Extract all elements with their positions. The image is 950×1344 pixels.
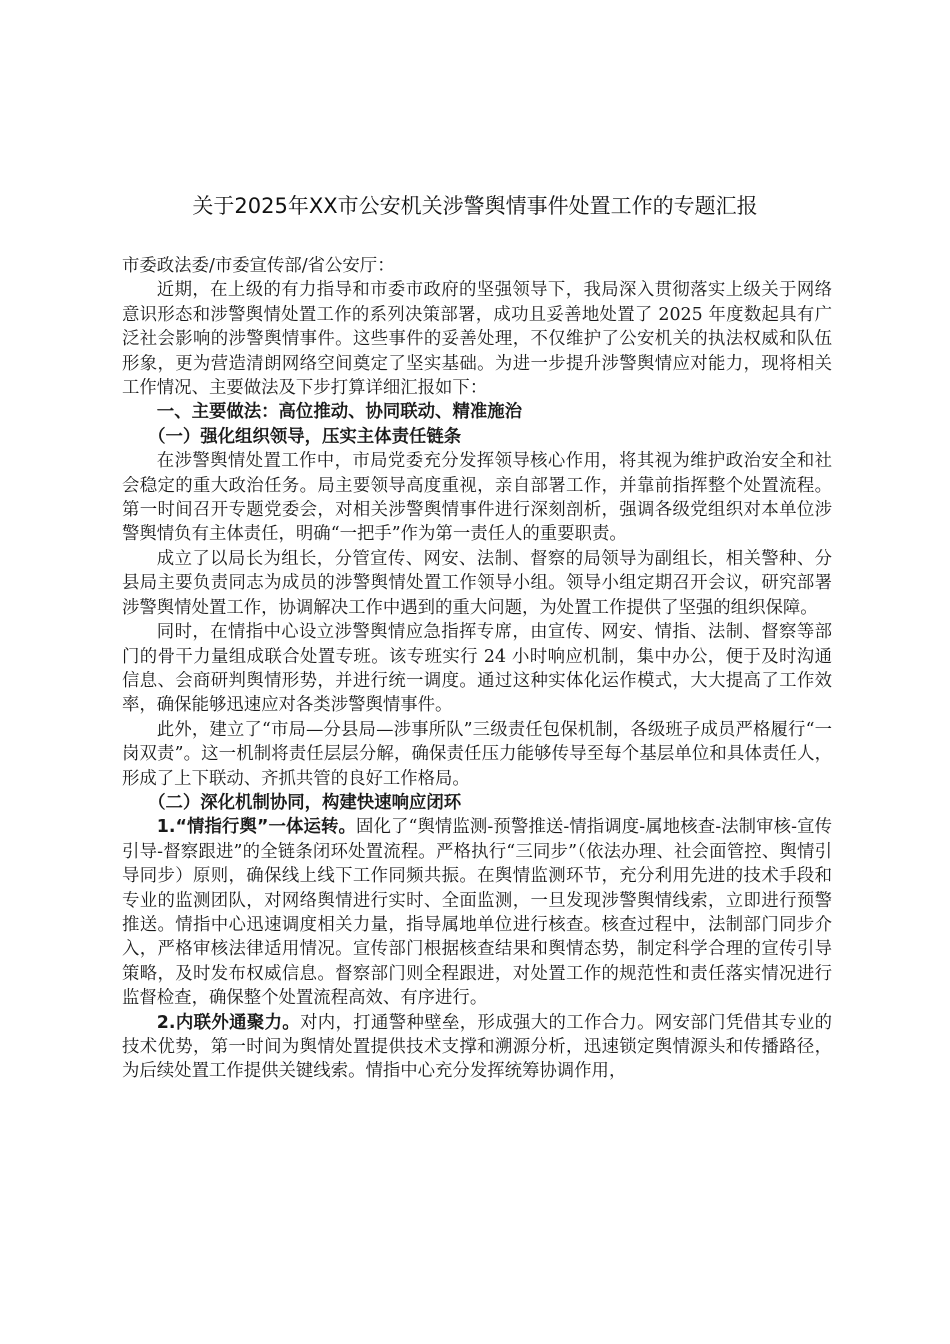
paragraph-text: 对内，打通警种壁垒，形成强大的工作合力。网安部门凭借其专业的技术优势，第一时间为舆情处置提供技术支撑和溯源分析，迅速锁定舆情源头和传播路径，为后续处置工作提供关键线索。情指中心充分发挥统筹协调作用， (122, 1012, 832, 1082)
intro-paragraph: 近期，在上级的有力指导和市委市政府的坚强领导下，我局深入贯彻落实上级关于网络意识形态和涉警舆情处置工作的系列决策部署，成功且妥善地处置了 2025 年度数起具有广泛社会影响的涉警舆情事件。这些事件的妥善处理，不仅维护了公安机关的执法权威和队伍形象，更为营造清朗网络空间奠定了坚实基础。为进一步提升涉警舆情应对能力，现将相关工作情况、主要做法及下步打算详细汇报如下： (122, 280, 832, 399)
document-body (122, 254, 832, 1084)
paragraph-text: 固化了“舆情监测-预警推送-情指调度-属地核查-法制审核-宣传引导-督察跟进”的全链条闭环处置流程。严格执行“三同步”（依法办理、社会面管控、舆情引导同步）原则，确保线上线下工作同频共振。在舆情监测环节，充分利用先进的技术手段和专业的监测团队，对网络舆情进行实时、全面监测，一旦发现涉警舆情线索，立即进行预警推送。情指中心迅速调度相关力量，指导属地单位进行核查。核查过程中，法制部门同步介入，严格审核法律适用情况。宣传部门根据核查结果和舆情态势，制定科学合理的宣传引导策略，及时发布权威信息。督察部门则全程跟进，对处置工作的规范性和责任落实情况进行监督检查，确保整个处置流程高效、有序进行。 (122, 817, 832, 1009)
numbered-paragraph (122, 815, 832, 1010)
numbered-paragraph (122, 1011, 832, 1084)
subsection-heading-1: （一）强化组织领导，压实主体责任链条 (148, 426, 462, 447)
salutation: 市委政法委/市委宣传部/省公安厅： (122, 256, 395, 276)
section-heading-1: 一、主要做法：高位推动、协同联动、精准施治 (156, 402, 523, 423)
subsection-heading-2: （二）深化机制协同，构建快速响应闭环 (148, 792, 462, 813)
paragraph: 在涉警舆情处置工作中，市局党委充分发挥领导核心作用，将其视为维护政治安全和社会稳定的重大政治任务。局主要领导高度重视，亲自部署工作，并靠前指挥整个处置流程。第一时间召开专题党委会，对相关涉警舆情事件进行深刻剖析，强调各级党组织对本单位涉警舆情负有主体责任，明确“一把手”作为第一责任人的重要职责。 (122, 451, 832, 545)
paragraph: 此外，建立了“市局—分县局—涉事所队”三级责任包保机制，各级班子成员严格履行“一岗双责”。这一机制将责任层层分解，确保责任压力能够传导至每个基层单位和具体责任人，形成了上下联动、齐抓共管的良好工作格局。 (122, 719, 832, 789)
paragraph: 同时，在情指中心设立涉警舆情应急指挥专席，由宣传、网安、情指、法制、督察等部门的骨干力量组成联合处置专班。该专班实行 24 小时响应机制，集中办公，便于及时沟通信息、会商研判舆情形势，并进行统一调度。通过这种实体化运作模式，大大提高了工作效率，确保能够迅速应对各类涉警舆情事件。 (122, 622, 832, 716)
paragraph-lead: 1.“情指行舆”一体运转。 (156, 817, 356, 838)
document-title: 关于2025年XX市公安机关涉警舆情事件处置工作的专题汇报 (192, 194, 758, 218)
paragraph: 成立了以局长为组长，分管宣传、网安、法制、督察的局领导为副组长，相关警种、分县局主要负责同志为成员的涉警舆情处置工作领导小组。领导小组定期召开会议，研究部署涉警舆情处置工作，协调解决工作中遇到的重大问题，为处置工作提供了坚强的组织保障。 (122, 548, 832, 618)
paragraph-lead: 2.内联外通聚力。 (156, 1012, 301, 1033)
